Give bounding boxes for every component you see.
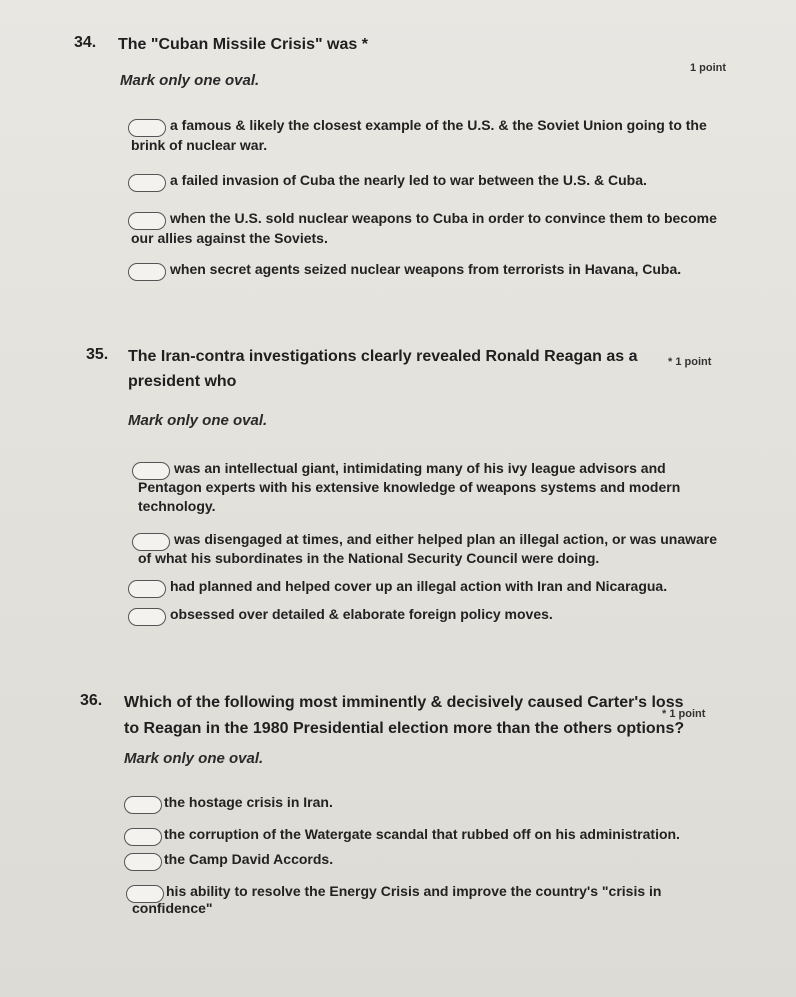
option-text-line1: the corruption of the Watergate scandal that rubbed off on his administration.	[164, 826, 680, 842]
radio-oval[interactable]	[124, 853, 162, 871]
points-label: * 1 point	[668, 356, 712, 368]
option-35-a[interactable]	[0, 459, 796, 519]
option-34-d[interactable]	[0, 260, 796, 282]
instruction-text: Mark only one oval.	[120, 72, 260, 89]
radio-oval[interactable]	[128, 263, 166, 281]
option-35-c[interactable]	[0, 577, 796, 599]
option-35-d[interactable]	[0, 605, 796, 627]
radio-oval[interactable]	[124, 828, 162, 846]
option-36-d[interactable]	[0, 882, 796, 922]
instruction-text: Mark only one oval.	[128, 412, 268, 429]
question-number: 36.	[80, 692, 103, 709]
option-text-line1: his ability to resolve the Energy Crisis and improve the country's "crisis in	[166, 883, 662, 899]
option-35-b[interactable]	[0, 530, 796, 570]
option-text-line2: brink of nuclear war.	[131, 137, 268, 153]
option-text-line1: was an intellectual giant, intimidating many of his ivy league advisors and	[174, 460, 666, 476]
option-34-c[interactable]	[0, 209, 796, 249]
points-label: 1 point	[690, 62, 727, 74]
option-text-line1: obsessed over detailed & elaborate foreign policy moves.	[170, 606, 553, 622]
option-text-line1: was disengaged at times, and either helped plan an illegal action, or was unaware	[174, 531, 718, 547]
question-text-line2: to Reagan in the 1980 Presidential election more than the others options?	[124, 720, 685, 737]
question-text: The "Cuban Missile Crisis" was *	[118, 36, 368, 53]
option-text-line1: a famous & likely the closest example of the U.S. & the Soviet Union going to the	[170, 117, 707, 133]
option-text-line1: a failed invasion of Cuba the nearly led to war between the U.S. & Cuba.	[170, 172, 647, 188]
radio-oval[interactable]	[128, 608, 166, 626]
option-text-line1: the Camp David Accords.	[164, 851, 334, 867]
option-text-line3: technology.	[138, 498, 216, 514]
option-text-line2: our allies against the Soviets.	[131, 230, 328, 246]
option-text-line2: of what his subordinates in the National Security Council were doing.	[138, 550, 600, 566]
question-text-line1: The Iran-contra investigations clearly revealed Ronald Reagan as a	[128, 348, 638, 365]
question-text-line2: president who	[128, 373, 237, 390]
radio-oval[interactable]	[128, 119, 166, 137]
option-text-line1: had planned and helped cover up an illegal action with Iran and Nicaragua.	[170, 578, 668, 594]
radio-oval[interactable]	[128, 580, 166, 598]
option-34-a[interactable]	[0, 116, 796, 156]
question-number: 34.	[74, 34, 97, 51]
points-label: * 1 point	[662, 708, 706, 720]
question-number: 35.	[86, 346, 109, 363]
option-text-line2: confidence"	[132, 900, 213, 916]
question-text-line1: Which of the following most imminently & decisively caused Carter's loss	[124, 694, 684, 711]
option-text-line1: the hostage crisis in Iran.	[164, 794, 333, 810]
option-text-line2: Pentagon experts with his extensive knowledge of weapons systems and modern	[138, 479, 681, 495]
option-34-b[interactable]	[0, 171, 796, 193]
option-36-a[interactable]	[0, 793, 796, 815]
instruction-text: Mark only one oval.	[124, 750, 264, 767]
option-text-line1: when the U.S. sold nuclear weapons to Cuba in order to convince them to become	[170, 210, 717, 226]
radio-oval[interactable]	[128, 212, 166, 230]
radio-oval[interactable]	[124, 796, 162, 814]
radio-oval[interactable]	[128, 174, 166, 192]
option-36-c[interactable]	[0, 850, 796, 872]
option-text-line1: when secret agents seized nuclear weapons from terrorists in Havana, Cuba.	[170, 261, 682, 277]
option-36-b[interactable]	[0, 825, 796, 847]
